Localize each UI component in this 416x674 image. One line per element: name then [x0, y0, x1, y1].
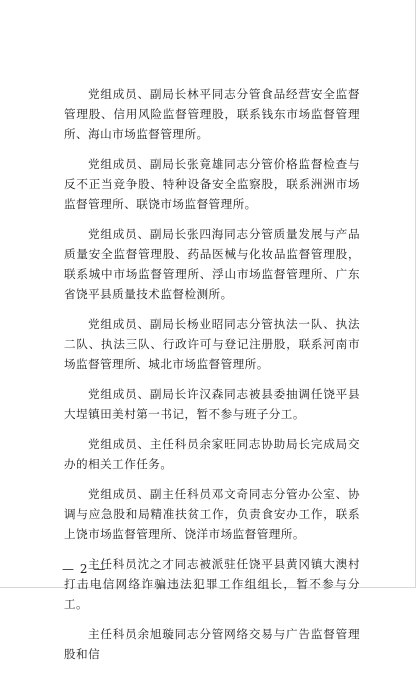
- paragraph: 主任科员沈之才同志被派驻任饶平县黄冈镇大澳村打击电信网络诈骗违法犯罪工作组组长，暂不参与分工。: [64, 557, 360, 611]
- paragraph: 党组成员、副主任科员邓文奇同志分管办公室、协调与应急股和局精准扶贫工作，负责食安办工作，联系上饶市场监督管理所、饶洋市场监督管理所。: [64, 487, 360, 541]
- paragraph: 党组成员、副局长许汉森同志被县委抽调任饶平县大埕镇田美村第一书记，暂不参与班子分工。: [64, 387, 360, 421]
- document-body: [64, 84, 360, 674]
- paragraph: 党组成员、副局长张四海同志分管质量发展与产品质量安全监督管理股、药品医械与化妆品监督管理股，联系城中市场监督管理所、浮山市场监督管理所、广东省饶平县质量技术监督检测所。: [64, 227, 360, 301]
- paragraph: 党组成员、主任科员余家旺同志协助局长完成局交办的相关工作任务。: [64, 437, 360, 471]
- page-number: — 2 —: [62, 562, 107, 576]
- paragraph: 主任科员余旭璇同志分管网络交易与广告监督管理股和信: [64, 627, 360, 661]
- paragraph: 党组成员、副局长林平同志分管食品经营安全监督管理股、信用风险监督管理股，联系钱东市场监督管理所、海山市场监督管理所。: [64, 87, 360, 141]
- paragraph: 党组成员、副局长张竟雄同志分管价格监督检查与反不正当竞争股、特种设备安全监察股，联系洲洲市场监督管理所、联饶市场监督管理所。: [64, 157, 360, 211]
- paragraph: 党组成员、副局长杨业昭同志分管执法一队、执法二队、执法三队、行政许可与登记注册股，联系河南市场监督管理所、城北市场监督管理所。: [64, 317, 360, 371]
